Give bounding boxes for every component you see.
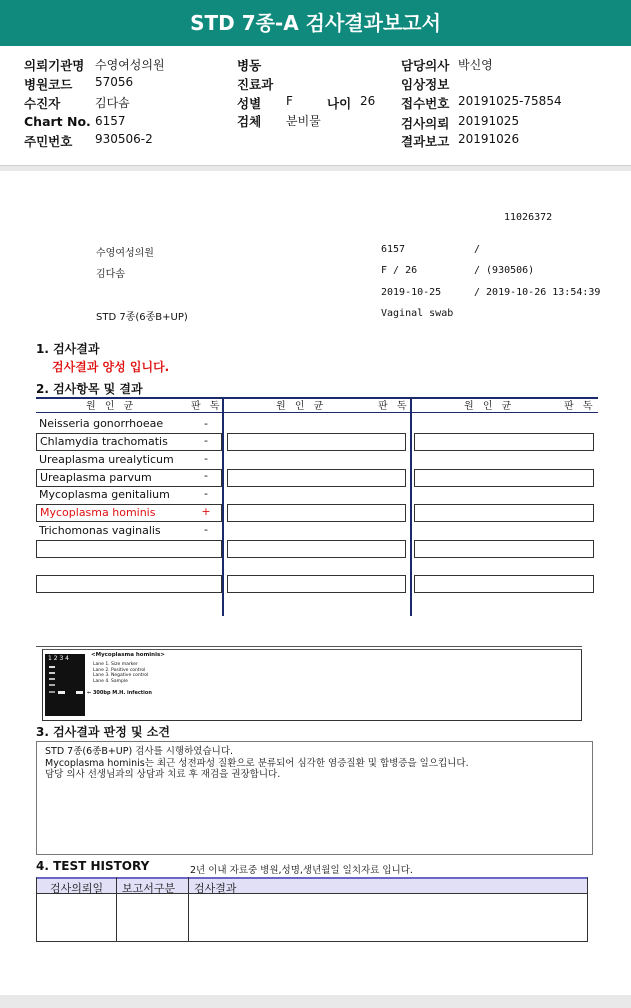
label-doctor: 담당의사 [401, 58, 450, 73]
gel-legend [93, 662, 148, 684]
paper-resident: / (930506) [474, 265, 535, 276]
history-divider [36, 877, 37, 942]
label-patient: 수진자 [24, 96, 61, 111]
gel-legend-item: Lane 3. Negative control [93, 673, 149, 678]
pathogen-name: Neisseria gonorrhoeae [39, 417, 164, 430]
label-ward: 병동 [237, 58, 262, 73]
value-hospital-code: 57056 [95, 75, 134, 89]
paper-slash: / [474, 244, 481, 255]
history-header [36, 877, 588, 894]
empty-row [227, 504, 406, 522]
pathogen-result: - [204, 469, 208, 482]
section-opinion-heading: 3. 검사결과 판정 및 소견 [36, 725, 170, 739]
label-department: 진료과 [237, 77, 274, 92]
table-row [36, 523, 222, 541]
history-divider [587, 877, 588, 942]
pathogen-name: Mycoplasma hominis [40, 506, 156, 519]
label-chart-no: Chart No. [24, 114, 91, 129]
empty-row [414, 469, 594, 487]
label-hospital-code: 병원코드 [24, 77, 73, 92]
value-sex: F [286, 94, 293, 108]
table-row-positive [36, 504, 222, 522]
history-table [36, 877, 588, 942]
value-chart-no: 6157 [95, 114, 126, 128]
paper-sex-age: F / 26 [381, 265, 418, 276]
section-history-heading: 4. TEST HISTORY [36, 859, 150, 873]
gel-title: <Mycoplasma hominis> [91, 652, 165, 658]
col-pathogen-2: 원 인 균 [276, 401, 327, 412]
pathogen-name: Ureaplasma parvum [40, 471, 152, 484]
label-report-date: 결과보고 [401, 134, 450, 149]
footer-strip [0, 995, 631, 1008]
gel-legend-item: Lane 2. Positive control [93, 667, 146, 673]
column-divider [222, 397, 224, 616]
label-clinical-info: 임상정보 [401, 77, 450, 92]
opinion-line: Mycoplasma hominis는 최근 성전파성 질환으로 분류되어 심각한 염증질환 및 합병증을 일으킵니다. [45, 757, 469, 769]
pathogen-name: Ureaplasma urealyticum [39, 453, 174, 466]
history-col-request-date: 검사의뢰일 [50, 882, 104, 895]
empty-row [36, 540, 222, 558]
label-age: 나이 [327, 96, 352, 111]
empty-row [227, 469, 406, 487]
empty-row [227, 433, 406, 451]
value-request-date: 20191025 [458, 114, 520, 128]
pathogen-name: Chlamydia trachomatis [40, 435, 168, 448]
value-specimen: 분비물 [286, 114, 321, 128]
pathogen-result: - [204, 417, 208, 430]
col-pathogen-1: 원 인 균 [86, 401, 137, 412]
paper-specimen: Vaginal swab [381, 308, 454, 319]
column-divider [410, 397, 412, 616]
pathogen-result: - [204, 523, 208, 536]
history-col-result: 검사결과 [194, 882, 237, 895]
arrow-left-icon: ← [87, 690, 92, 696]
section-result-heading: 1. 검사결과 [36, 342, 100, 356]
result-table [36, 397, 598, 616]
gel-band-label: ← 300bp M.H. infection [87, 690, 152, 696]
document-number: 11026372 [504, 212, 553, 223]
paper-report-datetime: / 2019-10-26 13:54:39 [474, 287, 601, 298]
gel-legend-item: Lane 1. Size marker [93, 662, 138, 667]
col-result-2: 판 독 [378, 401, 410, 412]
paper-chart: 6157 [381, 244, 406, 255]
pathogen-name: Mycoplasma genitalium [39, 488, 170, 501]
section-items-heading: 2. 검사항목 및 결과 [36, 382, 143, 396]
value-report-date: 20191026 [458, 132, 520, 146]
paper-patient: 김다솜 [96, 269, 125, 280]
paper-test-name: STD 7종(6종B+UP) [96, 312, 188, 323]
label-requesting-clinic: 의뢰기관명 [24, 58, 85, 73]
value-receipt-no: 20191025-75854 [458, 94, 562, 108]
label-receipt-no: 접수번호 [401, 96, 450, 111]
label-specimen: 검체 [237, 114, 262, 129]
empty-row [36, 575, 222, 593]
col-pathogen-3: 원 인 균 [464, 401, 515, 412]
value-requesting-clinic: 수영여성의원 [95, 58, 165, 72]
table-row [36, 433, 222, 451]
history-col-report-type: 보고서구분 [122, 882, 176, 895]
table-row [36, 469, 222, 487]
positive-result-message: 검사결과 양성 입니다. [52, 360, 170, 374]
gel-legend-item: Lane 4. Sample [93, 678, 128, 684]
empty-row [414, 504, 594, 522]
history-divider [116, 877, 117, 942]
pathogen-result: - [204, 452, 208, 465]
label-sex: 성별 [237, 96, 262, 111]
label-resident-no: 주민번호 [24, 134, 73, 149]
opinion-line: STD 7종(6종B+UP) 검사를 시행하였습니다. [45, 746, 234, 757]
table-row [36, 452, 222, 470]
report-title: STD 7종-A 검사결과보고서 [0, 0, 631, 46]
pathogen-result: - [204, 487, 208, 500]
pathogen-result: - [204, 434, 208, 447]
table-row [36, 487, 222, 505]
value-patient: 김다솜 [95, 96, 130, 110]
pathogen-name: Trichomonas vaginalis [39, 524, 161, 537]
col-result-3: 판 독 [564, 401, 596, 412]
opinion-line: 담당 의사 선생님과의 상담과 치료 후 재검을 권장합니다. [45, 769, 281, 780]
gel-image [45, 654, 85, 716]
paper-hospital: 수영여성의원 [96, 248, 154, 259]
empty-row [414, 540, 594, 558]
value-resident-no: 930506-2 [95, 132, 153, 146]
gel-top-rule [36, 646, 582, 647]
value-doctor: 박신영 [458, 58, 493, 72]
label-request-date: 검사의뢰 [401, 116, 450, 131]
paper-received-date: 2019-10-25 [381, 287, 442, 298]
empty-row [227, 540, 406, 558]
patient-header [0, 46, 631, 166]
history-note: 2년 이내 자료중 병원,성명,생년월일 일치자료 입니다. [190, 865, 413, 876]
history-bottom-rule [36, 941, 588, 942]
col-result-1: 판 독 [191, 401, 223, 412]
value-age: 26 [360, 94, 376, 108]
report-paper [0, 171, 631, 995]
empty-row [414, 575, 594, 593]
gel-lane-numbers: 1 2 3 4 [48, 655, 69, 662]
pathogen-result-positive: + [201, 505, 211, 518]
empty-row [227, 575, 406, 593]
table-row [36, 416, 222, 434]
gel-electrophoresis-figure [42, 649, 582, 721]
history-divider [188, 877, 189, 942]
empty-row [414, 433, 594, 451]
opinion-box [36, 741, 593, 855]
